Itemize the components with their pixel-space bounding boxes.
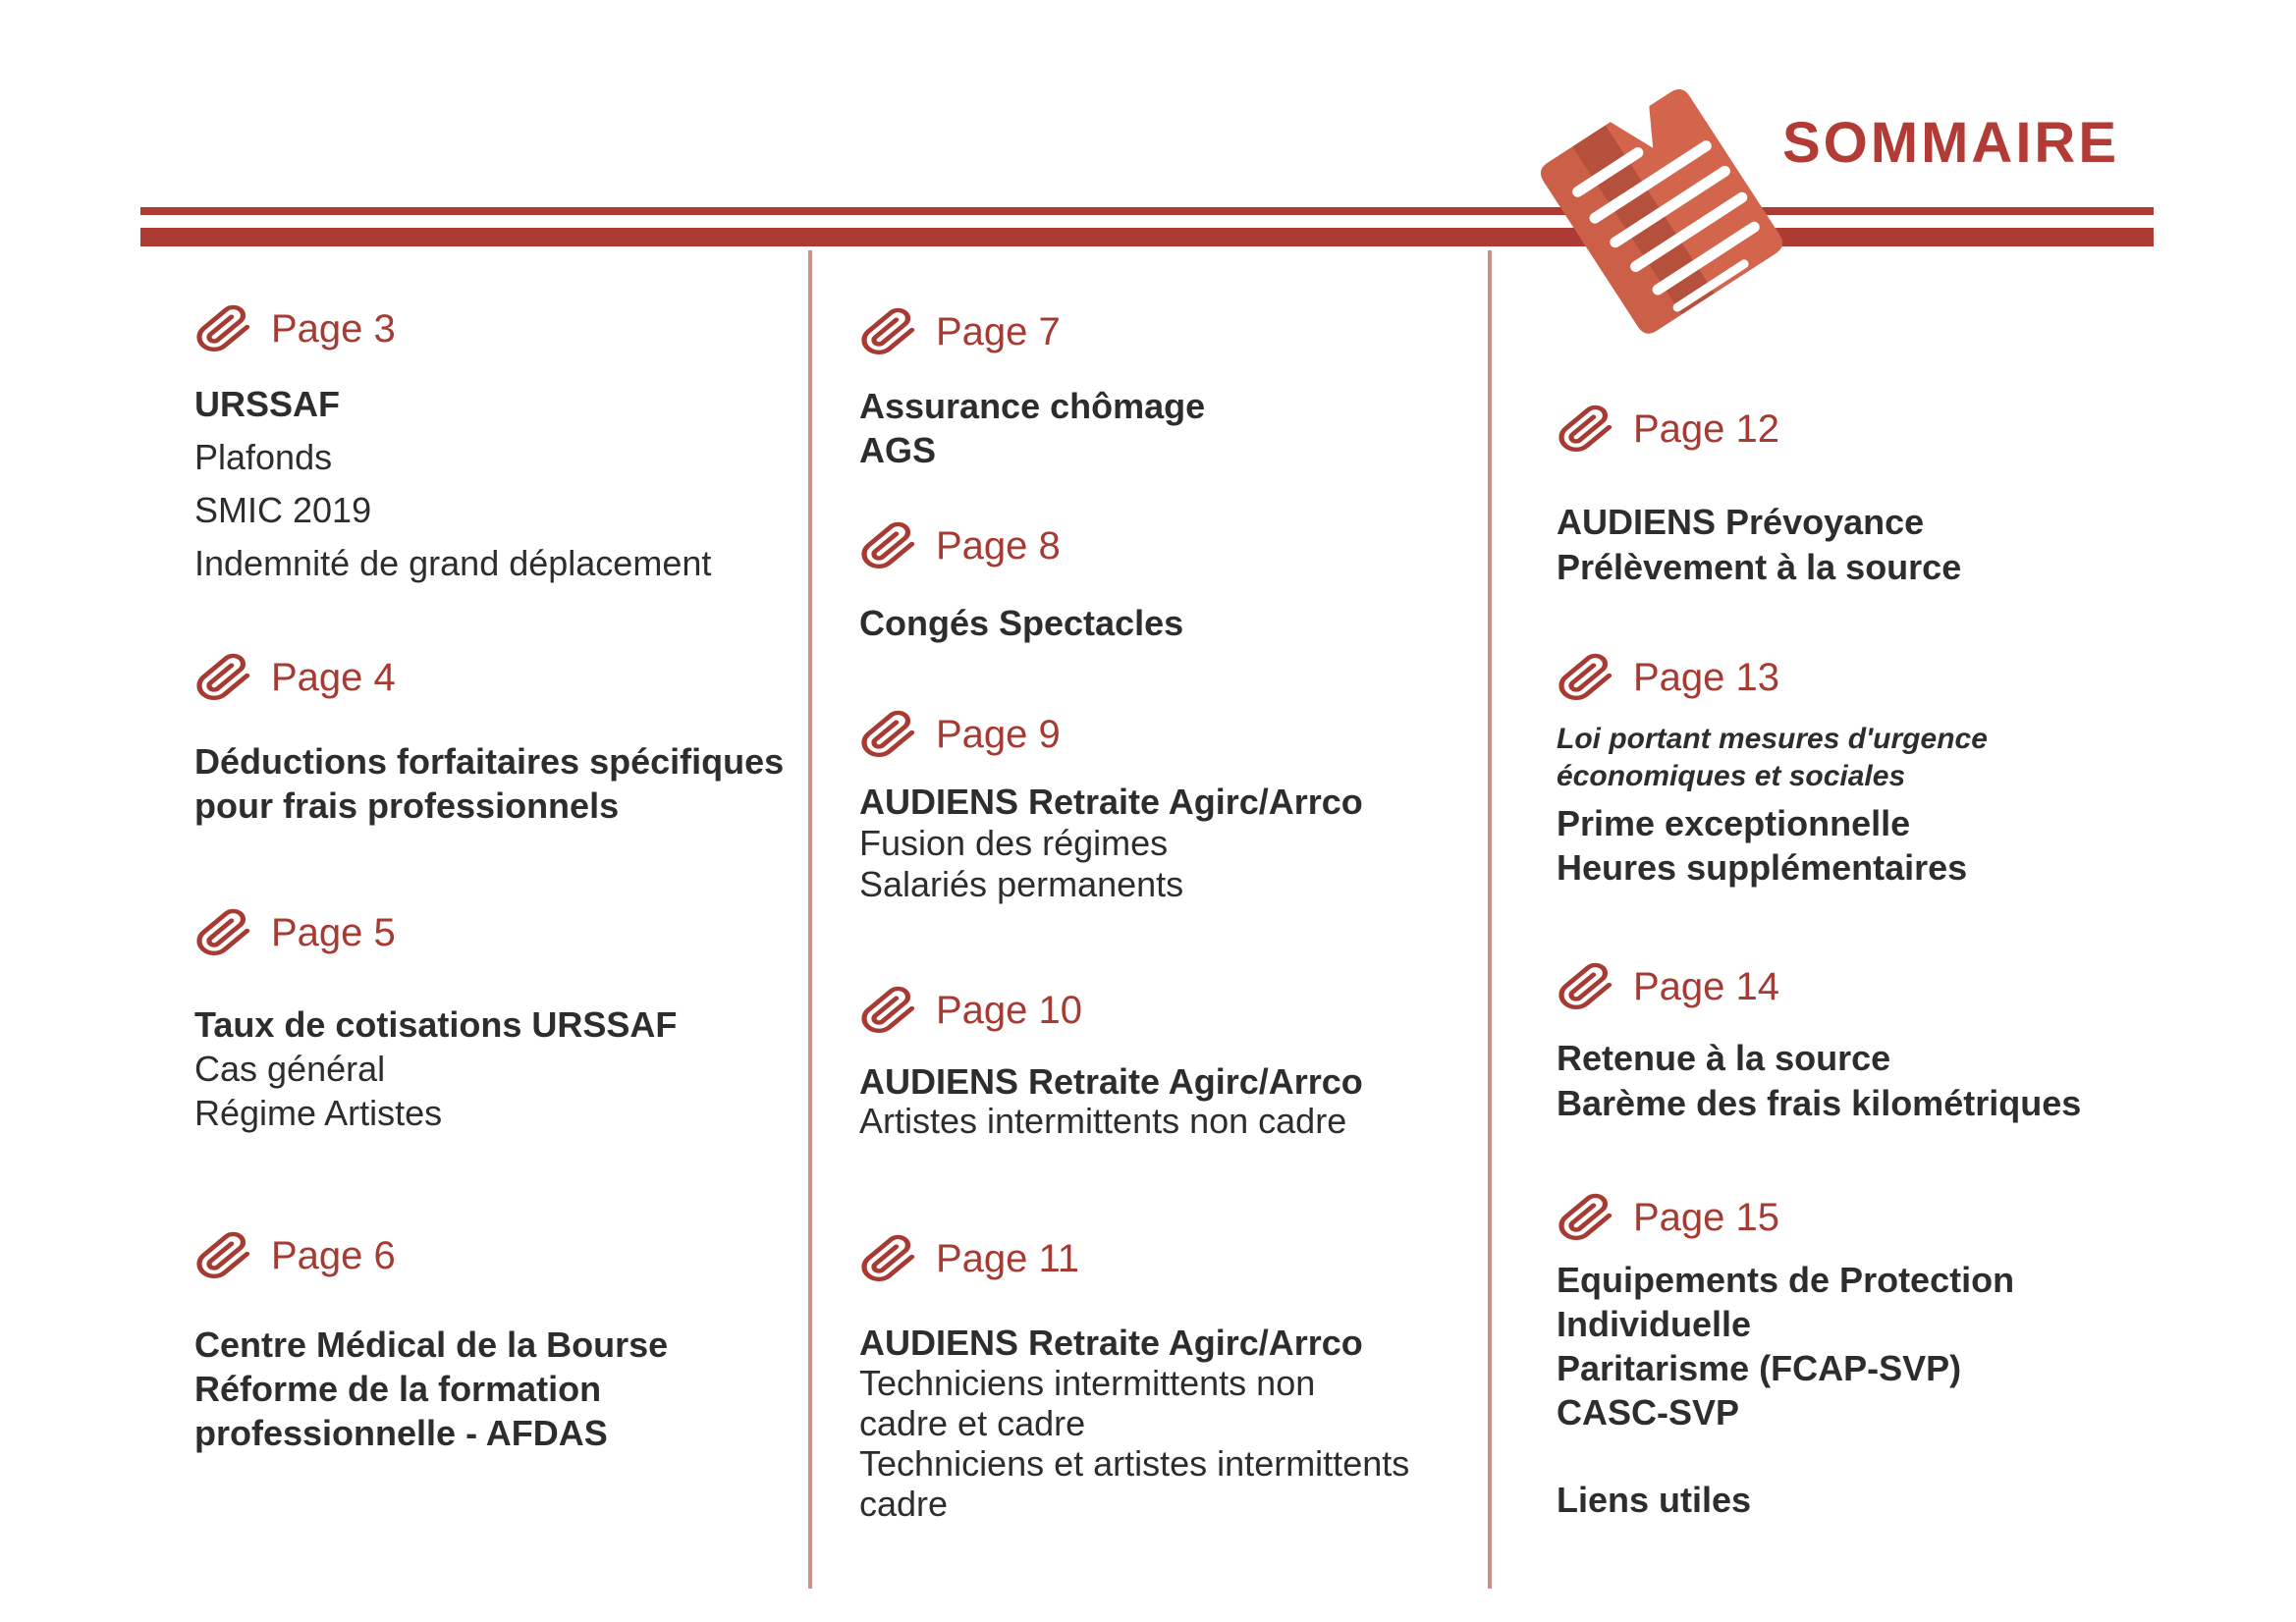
column-divider-left bbox=[808, 250, 812, 1589]
paperclip-icon bbox=[194, 908, 253, 957]
section-items bbox=[194, 378, 803, 590]
page-title: SOMMAIRE bbox=[1782, 111, 2119, 175]
paperclip-icon bbox=[1557, 1193, 1615, 1242]
page-link-label: Page 7 bbox=[936, 309, 1061, 353]
page-link[interactable] bbox=[194, 905, 803, 960]
section-items bbox=[194, 1323, 803, 1455]
page-link[interactable] bbox=[1557, 650, 2195, 705]
toc-item: cadre bbox=[859, 1484, 949, 1524]
toc-item: Régime Artistes bbox=[194, 1093, 443, 1133]
section-items bbox=[859, 601, 1468, 645]
toc-item: Techniciens et artistes intermittents bbox=[859, 1443, 1410, 1484]
section-items bbox=[859, 384, 1468, 472]
toc-item: Retenue à la source bbox=[1557, 1038, 1891, 1078]
paperclip-icon bbox=[859, 307, 918, 356]
section-items bbox=[1557, 721, 2195, 795]
toc-item: Prélèvement à la source bbox=[1557, 547, 1962, 587]
toc-section-page-10 bbox=[859, 983, 1468, 1141]
paperclip-icon bbox=[1557, 405, 1615, 454]
page-link-label: Page 6 bbox=[271, 1233, 396, 1277]
toc-section-page-4 bbox=[194, 650, 803, 828]
page-link[interactable] bbox=[859, 304, 1468, 359]
toc-item: Assurance chômage bbox=[859, 386, 1206, 426]
page-link-label: Page 8 bbox=[936, 523, 1061, 568]
toc-item: Individuelle bbox=[1557, 1304, 1752, 1344]
toc-item: Liens utiles bbox=[1557, 1480, 1752, 1520]
toc-item: cadre et cadre bbox=[859, 1403, 1086, 1443]
page-link-label: Page 14 bbox=[1633, 964, 1780, 1008]
top-rule-thin bbox=[140, 207, 2154, 215]
toc-item: Indemnité de grand déplacement bbox=[194, 543, 712, 583]
toc-item: Plafonds bbox=[194, 437, 333, 477]
paperclip-icon bbox=[1557, 962, 1615, 1011]
toc-item: AGS bbox=[859, 430, 937, 470]
section-items bbox=[859, 1323, 1468, 1524]
toc-section-page-12 bbox=[1557, 402, 2195, 590]
toc-item: Congés Spectacles bbox=[859, 603, 1184, 643]
section-items bbox=[859, 1062, 1468, 1141]
section-items bbox=[1557, 1258, 2195, 1522]
toc-section-page-14 bbox=[1557, 959, 2195, 1126]
page-link-label: Page 11 bbox=[936, 1236, 1080, 1280]
toc-section-page-8 bbox=[859, 518, 1468, 645]
toc-item: professionnelle - AFDAS bbox=[194, 1413, 608, 1453]
top-rule-thick bbox=[140, 228, 2154, 246]
toc-item: URSSAF bbox=[194, 384, 341, 424]
toc-item: Salariés permanents bbox=[859, 864, 1184, 904]
page-link[interactable] bbox=[1557, 959, 2195, 1014]
toc-section-page-7 bbox=[859, 304, 1468, 472]
toc-item: Paritarisme (FCAP-SVP) bbox=[1557, 1348, 1962, 1388]
toc-item: Loi portant mesures d'urgence bbox=[1557, 723, 1988, 755]
page-link-label: Page 15 bbox=[1633, 1195, 1780, 1239]
page-link-label: Page 13 bbox=[1633, 655, 1780, 699]
toc-item: CASC-SVP bbox=[1557, 1392, 1740, 1433]
section-items bbox=[194, 1002, 803, 1135]
toc-item: AUDIENS Retraite Agirc/Arrco bbox=[859, 1061, 1363, 1102]
section-items bbox=[194, 739, 803, 828]
page-link-label: Page 9 bbox=[936, 712, 1061, 756]
toc-section-page-5 bbox=[194, 905, 803, 1135]
toc-item: Equipements de Protection bbox=[1557, 1260, 2015, 1300]
section-items bbox=[1557, 1036, 2195, 1126]
toc-section-page-13 bbox=[1557, 650, 2195, 890]
page-link[interactable] bbox=[859, 1231, 1468, 1286]
toc-section-page-3 bbox=[194, 301, 803, 590]
toc-item: économiques et sociales bbox=[1557, 760, 1906, 792]
page-link-label: Page 10 bbox=[936, 988, 1083, 1032]
toc-item: SMIC 2019 bbox=[194, 490, 372, 530]
toc-section-page-6 bbox=[194, 1228, 803, 1455]
toc-section-page-11 bbox=[859, 1231, 1468, 1524]
page-link-label: Page 3 bbox=[271, 306, 396, 351]
toc-item: Heures supplémentaires bbox=[1557, 847, 1968, 888]
page-link[interactable] bbox=[1557, 1190, 2195, 1245]
page-link-label: Page 4 bbox=[271, 655, 396, 699]
paperclip-icon bbox=[859, 710, 918, 759]
toc-section-page-15 bbox=[1557, 1190, 2195, 1522]
page-link[interactable] bbox=[194, 301, 803, 356]
page-link[interactable] bbox=[859, 983, 1468, 1038]
section-items bbox=[1557, 500, 2195, 590]
toc-item: Artistes intermittents non cadre bbox=[859, 1101, 1347, 1141]
toc-item: AUDIENS Prévoyance bbox=[1557, 502, 1925, 542]
toc-item: Taux de cotisations URSSAF bbox=[194, 1004, 678, 1045]
paperclip-icon bbox=[194, 653, 253, 702]
toc-item: Réforme de la formation bbox=[194, 1369, 602, 1409]
paperclip-icon bbox=[859, 1234, 918, 1283]
section-items bbox=[1557, 801, 2195, 890]
toc-section-page-9 bbox=[859, 707, 1468, 905]
paperclip-icon bbox=[1557, 653, 1615, 702]
page-link[interactable] bbox=[1557, 402, 2195, 457]
paperclip-icon bbox=[194, 304, 253, 353]
toc-item: Prime exceptionnelle bbox=[1557, 803, 1911, 843]
document-icon bbox=[1514, 71, 1809, 365]
toc-item: Centre Médical de la Bourse bbox=[194, 1325, 669, 1365]
toc-item: pour frais professionnels bbox=[194, 785, 620, 826]
page-link[interactable] bbox=[859, 518, 1468, 573]
paperclip-icon bbox=[194, 1231, 253, 1280]
toc-item: AUDIENS Retraite Agirc/Arrco bbox=[859, 782, 1363, 822]
page-link-label: Page 5 bbox=[271, 910, 396, 954]
page-link-label: Page 12 bbox=[1633, 406, 1780, 451]
toc-item: Barème des frais kilométriques bbox=[1557, 1083, 2082, 1123]
column-divider-right bbox=[1488, 250, 1492, 1589]
toc-item: Cas général bbox=[194, 1049, 386, 1089]
page-link[interactable] bbox=[859, 707, 1468, 762]
paperclip-icon bbox=[859, 521, 918, 570]
page-link[interactable] bbox=[194, 650, 803, 705]
toc-item: Fusion des régimes bbox=[859, 823, 1169, 863]
toc-item: Techniciens intermittents non bbox=[859, 1363, 1316, 1403]
page-link[interactable] bbox=[194, 1228, 803, 1283]
section-items bbox=[859, 782, 1468, 905]
toc-item: AUDIENS Retraite Agirc/Arrco bbox=[859, 1323, 1363, 1363]
toc-item: Déductions forfaitaires spécifiques bbox=[194, 741, 785, 782]
paperclip-icon bbox=[859, 986, 918, 1035]
